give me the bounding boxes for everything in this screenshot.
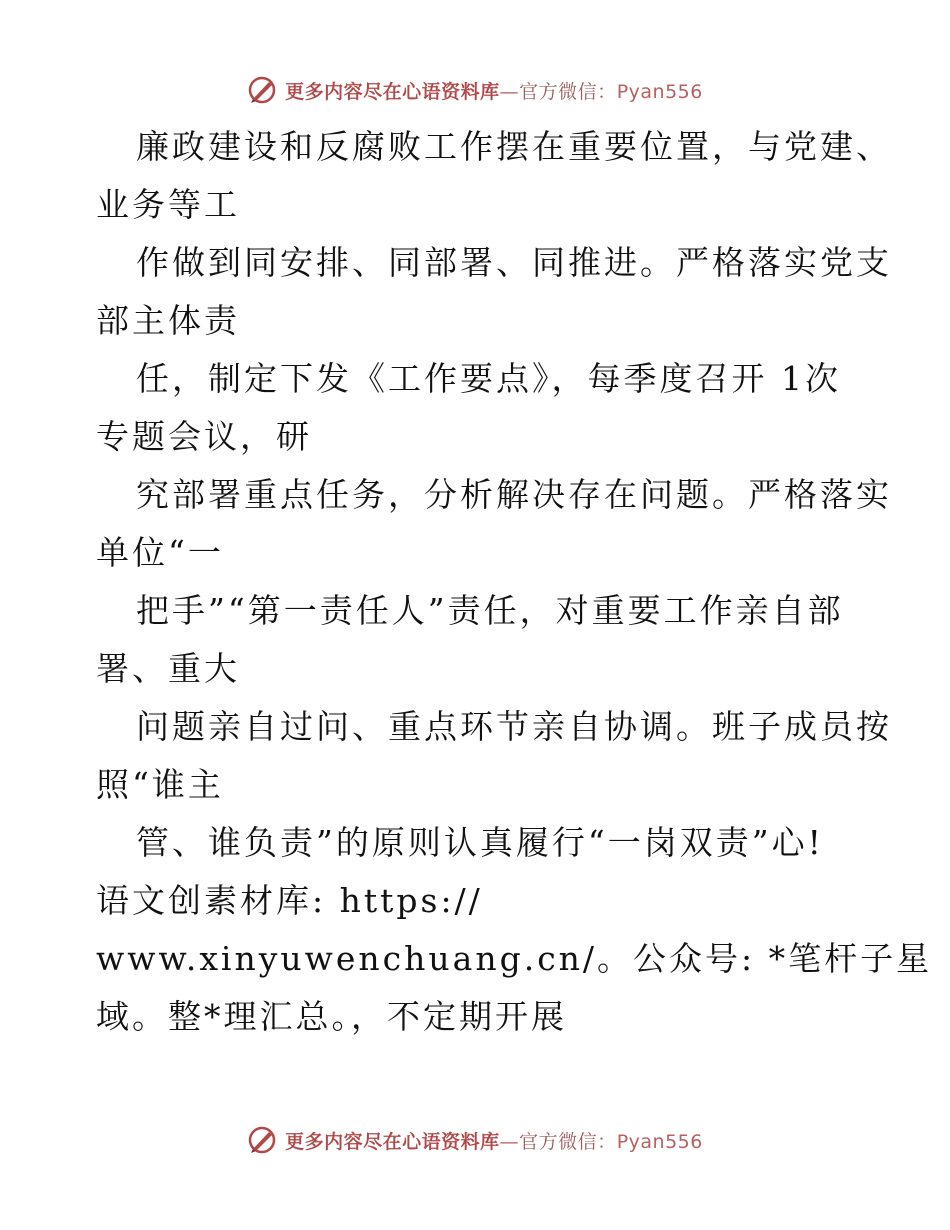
text-line: www.xinyuwenchuang.cn/。公众号: *笔杆子星 — [96, 939, 933, 978]
banner-official: 官方微信： — [519, 80, 617, 103]
banner-brand: 更多内容尽在心语资料库 — [285, 80, 500, 103]
pen-logo-icon — [247, 75, 277, 105]
text-line: 署、重大 — [96, 649, 240, 688]
banner-text — [285, 77, 703, 104]
footer-banner — [0, 1120, 950, 1160]
banner-wechat-id: Pyan556 — [616, 80, 703, 103]
text-line: 管、谁负责”的原则认真履行“一岗双责”心! — [136, 823, 824, 862]
text-line: 问题亲自过问、重点环节亲自协调。班子成员按 — [136, 707, 892, 746]
text-line: 专题会议，研 — [96, 417, 312, 456]
text-line: 业务等工 — [96, 185, 240, 224]
text-line: 语文创素材库: https:// — [96, 881, 483, 920]
text-line: 照“谁主 — [96, 765, 224, 804]
text-line: 作做到同安排、同部署、同推进。严格落实党支 — [136, 243, 892, 282]
text-line: 部主体责 — [96, 301, 240, 340]
text-line: 域。整*理汇总。，不定期开展 — [96, 997, 567, 1036]
pen-logo-icon — [247, 1125, 277, 1155]
text-line: 把手”“第一责任人”责任，对重要工作亲自部 — [136, 591, 844, 630]
document-body — [96, 118, 933, 1046]
banner-wechat-id: Pyan556 — [616, 1130, 703, 1153]
text-line: 单位“一 — [96, 533, 224, 572]
header-banner — [0, 70, 950, 110]
banner-official: 官方微信： — [519, 1130, 617, 1153]
banner-brand: 更多内容尽在心语资料库 — [285, 1130, 500, 1153]
text-line: 任，制定下发《工作要点》，每季度召开 1次 — [136, 359, 841, 398]
text-line: 廉政建设和反腐败工作摆在重要位置，与党建、 — [136, 127, 892, 166]
text-line: 究部署重点任务，分析解决存在问题。严格落实 — [136, 475, 892, 514]
banner-text — [285, 1127, 703, 1154]
banner-dash: — — [499, 1130, 520, 1153]
banner-dash: — — [499, 80, 520, 103]
